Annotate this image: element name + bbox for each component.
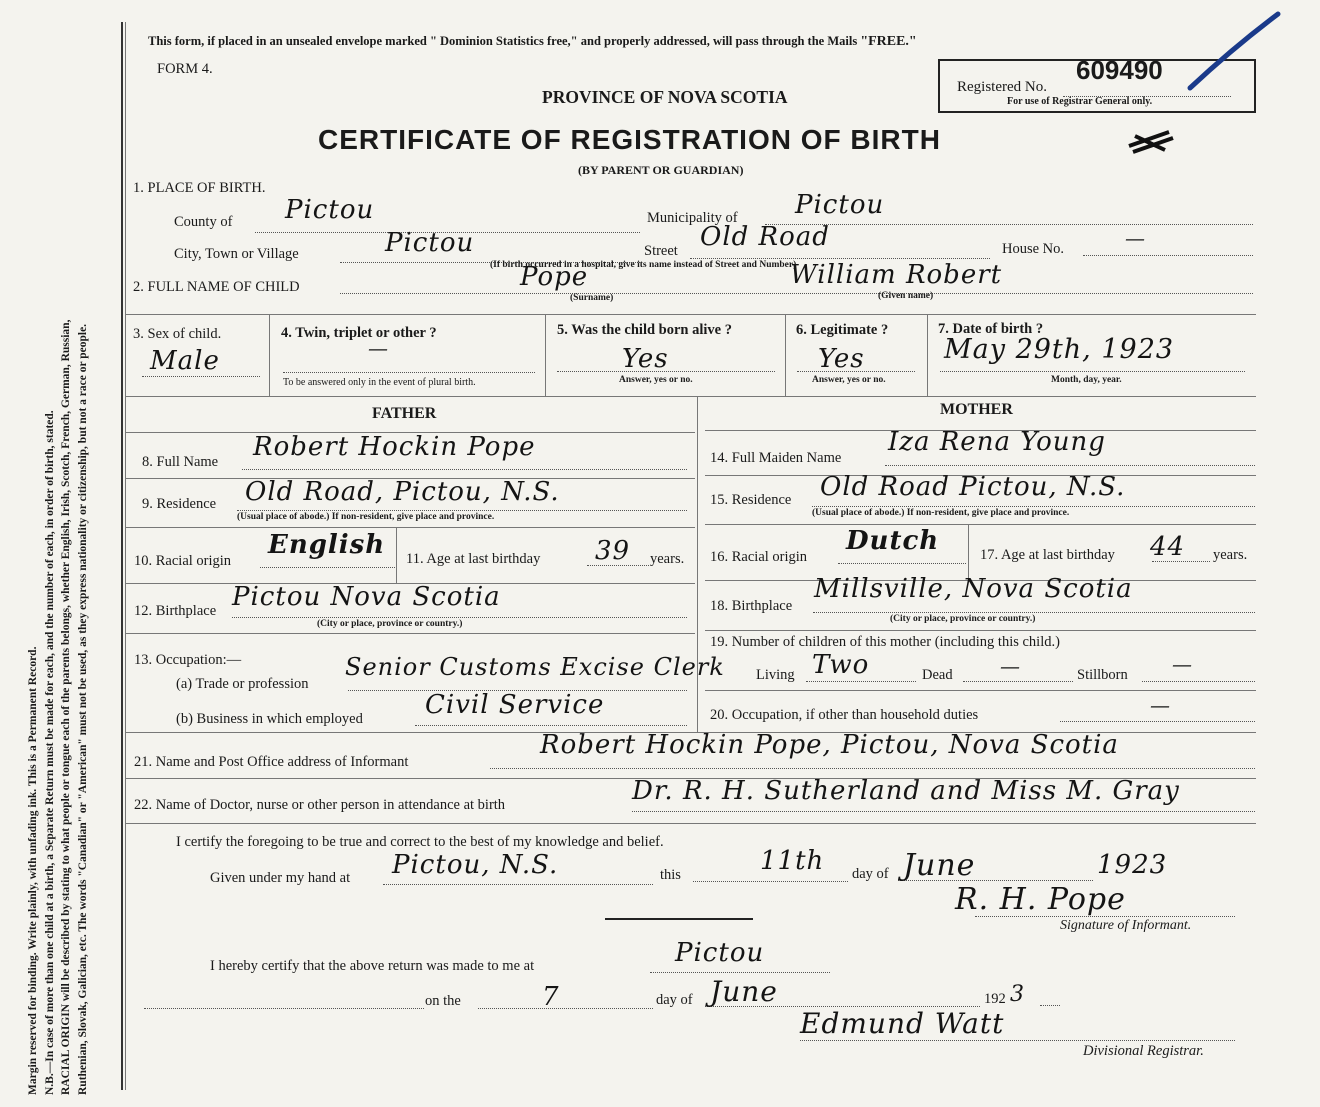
dob-note: Month, day, year. bbox=[1051, 375, 1122, 385]
father-racial-label: 10. Racial origin bbox=[134, 553, 232, 569]
mother-birthplace-label: 18. Birthplace bbox=[710, 598, 793, 614]
margin-note-3: RACIAL ORIGIN will be described by stating to what people or tongue each of the parents belongs, whether English, Irish, Scotch, French, German, Russian, bbox=[60, 319, 72, 1095]
signature-informant-label: Signature of Informant. bbox=[1060, 918, 1192, 933]
registered-label: Registered No. bbox=[957, 79, 1047, 95]
father-name-label: 8. Full Name bbox=[142, 454, 219, 470]
form-number: FORM 4. bbox=[157, 61, 213, 77]
attendant-value: Dr. R. H. Sutherland and Miss M. Gray bbox=[632, 776, 1180, 806]
street-label: Street bbox=[644, 243, 678, 259]
trade-label: (a) Trade or profession bbox=[176, 676, 309, 692]
surname-note: (Surname) bbox=[570, 293, 614, 303]
reg-month-value: June bbox=[710, 975, 778, 1008]
living-label: Living bbox=[756, 667, 795, 683]
born-alive-value: Yes bbox=[622, 344, 669, 374]
business-label: (b) Business in which employed bbox=[176, 711, 363, 727]
municipality-value: Pictou bbox=[795, 190, 885, 220]
day-of-2-label: day of bbox=[656, 992, 693, 1008]
ink-mark-icon bbox=[1180, 10, 1285, 100]
business-value: Civil Service bbox=[425, 690, 605, 720]
given-name-note: (Given name) bbox=[878, 291, 934, 301]
twin-note: To be answered only in the event of plural birth. bbox=[283, 377, 476, 388]
hereby-certify-label: I hereby certify that the above return was made to me at bbox=[210, 958, 535, 974]
dob-value: May 29th, 1923 bbox=[944, 334, 1175, 365]
father-age-label: 11. Age at last birthday bbox=[406, 551, 541, 567]
occupation-label: 13. Occupation:— bbox=[134, 652, 242, 668]
mother-name-label: 14. Full Maiden Name bbox=[710, 450, 842, 466]
father-residence-value: Old Road, Pictou, N.S. bbox=[245, 477, 560, 507]
margin-note-4: Ruthenian, Slovak, Galician, etc. The words "Canadian" or "American" must not be used, as they express nationality or citizenship, but not a race or people. bbox=[76, 323, 89, 1095]
dead-value: — bbox=[1000, 654, 1021, 678]
registered-at-value: Pictou bbox=[675, 938, 765, 968]
living-value: Two bbox=[812, 650, 870, 680]
registrar-signature: Edmund Watt bbox=[800, 1007, 1005, 1040]
legitimate-note: Answer, yes or no. bbox=[812, 375, 886, 385]
certify-statement: I certify the foregoing to be true and correct to the best of my knowledge and belief. bbox=[176, 834, 664, 850]
certificate-subtitle: (BY PARENT OR GUARDIAN) bbox=[578, 163, 744, 177]
full-name-child-label: 2. FULL NAME OF CHILD bbox=[133, 279, 300, 295]
margin-rule bbox=[121, 22, 123, 1090]
given-month-value: June bbox=[903, 848, 976, 883]
dead-label: Dead bbox=[922, 667, 953, 683]
legitimate-value: Yes bbox=[818, 344, 865, 374]
hospital-note: (If birth occurred in a hospital, give its name instead of Street and Number) bbox=[490, 260, 797, 270]
born-alive-label: 5. Was the child born alive ? bbox=[557, 322, 732, 338]
margin-note-2: N.B.—In case of more than one child at a birth, a Separate Return must be made for each, and the number of each, in order of birth, stated. bbox=[43, 410, 56, 1095]
stamp-mark-icon bbox=[1125, 126, 1177, 156]
trade-value: Senior Customs Excise Clerk bbox=[345, 653, 725, 681]
father-residence-label: 9. Residence bbox=[142, 496, 217, 512]
house-no-value: — bbox=[1125, 226, 1146, 250]
registrar-note: For use of Registrar General only. bbox=[1007, 96, 1153, 107]
reg-day-value: 7 bbox=[542, 982, 560, 1012]
surname-value: Pope bbox=[520, 262, 589, 292]
certificate-title: CERTIFICATE OF REGISTRATION OF BIRTH bbox=[318, 124, 941, 155]
mother-residence-value: Old Road Pictou, N.S. bbox=[820, 472, 1126, 502]
father-birthplace-value: Pictou Nova Scotia bbox=[232, 582, 501, 612]
legitimate-label: 6. Legitimate ? bbox=[796, 322, 889, 338]
mother-age-label: 17. Age at last birthday bbox=[980, 547, 1115, 563]
father-years-label: years. bbox=[650, 551, 685, 567]
this-label: this bbox=[660, 867, 681, 883]
mother-occupation-label: 20. Occupation, if other than household duties bbox=[710, 707, 979, 723]
mother-birthplace-note: (City or place, province or country.) bbox=[890, 614, 1036, 624]
children-label: 19. Number of children of this mother (including this child.) bbox=[710, 634, 1060, 650]
mother-racial-value: Dutch bbox=[846, 526, 940, 556]
margin-notes bbox=[25, 25, 91, 1095]
father-birthplace-label: 12. Birthplace bbox=[134, 603, 217, 619]
twin-label: 4. Twin, triplet or other ? bbox=[281, 325, 437, 341]
city-label: City, Town or Village bbox=[174, 246, 299, 262]
margin-rule-inner bbox=[125, 22, 126, 1090]
mother-age-value: 44 bbox=[1150, 532, 1186, 562]
attendant-label: 22. Name of Doctor, nurse or other person in attendance at birth bbox=[134, 797, 506, 813]
father-racial-value: English bbox=[268, 530, 386, 560]
mother-years-label: years. bbox=[1213, 547, 1248, 563]
mother-residence-note: (Usual place of abode.) If non-resident, give place and province. bbox=[812, 508, 1070, 518]
reg-year-prefix: 192 bbox=[984, 991, 1006, 1007]
father-heading: FATHER bbox=[372, 405, 437, 422]
street-value: Old Road bbox=[700, 222, 830, 252]
divisional-registrar-label: Divisional Registrar. bbox=[1083, 1043, 1204, 1059]
mother-birthplace-value: Millsville, Nova Scotia bbox=[814, 574, 1133, 604]
mother-heading: MOTHER bbox=[940, 401, 1013, 418]
sex-value: Male bbox=[150, 346, 220, 376]
house-no-label: House No. bbox=[1002, 241, 1065, 257]
mother-occupation-value: — bbox=[1150, 693, 1171, 717]
twin-value: — bbox=[368, 336, 389, 360]
place-of-birth-label: 1. PLACE OF BIRTH. bbox=[133, 180, 266, 196]
informant-value: Robert Hockin Pope, Pictou, Nova Scotia bbox=[540, 730, 1119, 760]
mother-racial-label: 16. Racial origin bbox=[710, 549, 808, 565]
mother-residence-label: 15. Residence bbox=[710, 492, 792, 508]
stillborn-value: — bbox=[1172, 652, 1193, 676]
informant-label: 21. Name and Post Office address of Informant bbox=[134, 754, 409, 770]
given-name-value: William Robert bbox=[790, 260, 1003, 290]
given-under-label: Given under my hand at bbox=[210, 870, 351, 886]
margin-note-1: Margin reserved for binding. Write plainly, with unfading ink. This is a Permanent Record. bbox=[27, 646, 39, 1095]
informant-signature: R. H. Pope bbox=[955, 882, 1126, 917]
county-label: County of bbox=[174, 214, 233, 230]
municipality-label: Municipality of bbox=[647, 210, 738, 226]
postal-note: This form, if placed in an unsealed envelope marked " Dominion Statistics free," and properly addressed, will pass through the Mails "FREE." bbox=[148, 34, 917, 49]
day-of-label: day of bbox=[852, 866, 889, 882]
reg-year-digit: 3 bbox=[1010, 982, 1025, 1007]
father-name-value: Robert Hockin Pope bbox=[253, 432, 536, 462]
city-value: Pictou bbox=[385, 228, 475, 258]
father-age-value: 39 bbox=[595, 536, 631, 566]
mother-name-value: Iza Rena Young bbox=[888, 427, 1106, 457]
dob-label: 7. Date of birth ? bbox=[938, 321, 1044, 337]
father-residence-note: (Usual place of abode.) If non-resident, give place and province. bbox=[237, 512, 495, 522]
stillborn-label: Stillborn bbox=[1077, 667, 1128, 683]
born-alive-note: Answer, yes or no. bbox=[619, 375, 693, 385]
registered-number: 609490 bbox=[1076, 55, 1163, 85]
county-value: Pictou bbox=[285, 195, 375, 225]
father-birthplace-note: (City or place, province or country.) bbox=[317, 619, 463, 629]
sex-label: 3. Sex of child. bbox=[133, 326, 222, 342]
given-day-value: 11th bbox=[760, 846, 825, 876]
given-year-value: 1923 bbox=[1097, 850, 1168, 880]
on-the-label: on the bbox=[425, 993, 461, 1009]
province-heading: PROVINCE OF NOVA SCOTIA bbox=[542, 87, 788, 107]
given-at-value: Pictou, N.S. bbox=[392, 850, 559, 880]
